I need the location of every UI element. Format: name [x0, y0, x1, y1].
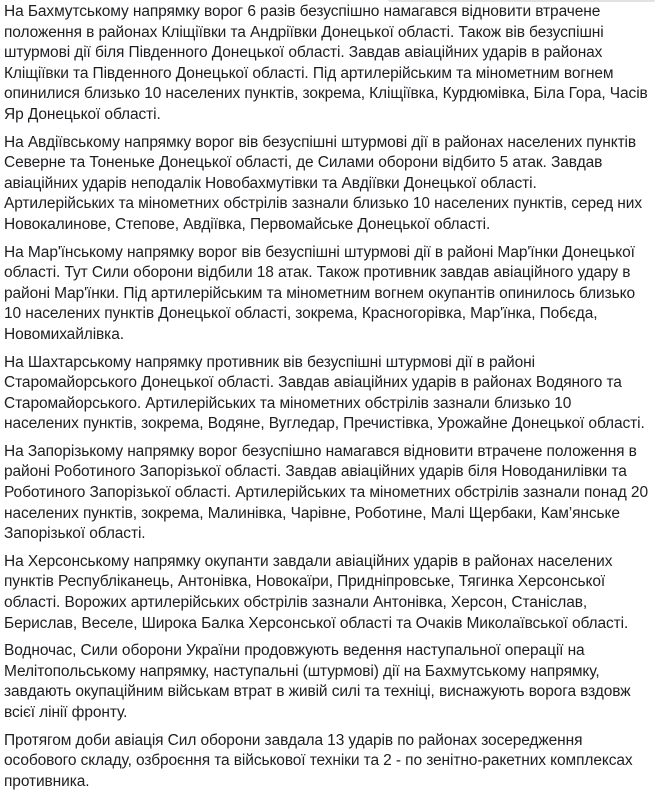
report-paragraph-bakhmut: На Бахмутському напрямку ворог 6 разів безуспішно намагався відновити втрачене положення в районах Кліщіївки та Андріївки Донецької області. Також вів безуспішні штурмові дії біля Південного Донецької області. Завдав авіаційних ударів в районах Кліщіївки та Південного Донецької області. Під артилерійським та мінометним вогнем опинилися близько 10 населених пунктів, зокрема, Кліщіївка, Курдюмівка, Біла Гора, Часів Яр Донецької області.: [4, 3, 648, 123]
report-paragraph-avdiivka: На Авдіївському напрямку ворог вів безуспішні штурмові дії в районах населених пунктів Северне та Тоненьке Донецької області, де Силами оборони відбито 5 атак. Завдав авіаційних ударів неподалік Новобахмутівки та Авдіївки Донецької області. Артилерійських та мінометних обстрілів зазнали близько 10 населених пунктів, серед них Новокалинове, Степове, Авдіївка, Первомайське Донецької області.: [4, 133, 642, 233]
report-paragraph-defense-operations: Водночас, Сили оборони України продовжують ведення наступальної операції на Мелітопольському напрямку, наступальні (штурмові) дії на Бахмутському напрямку, завдають окупаційним військам втрат в живій силі та техніці, виснажують ворога вздовж всієї лінії фронту.: [4, 642, 631, 721]
report-paragraph-marinka: На Мар'їнському напрямку ворог вів безуспішні штурмові дії в районі Мар'їнки Донецької області. Тут Сили оборони відбили 18 атак. Також противник завдав авіаційного удару в районі Мар'їнки. Під артилерійським та мінометним вогнем окупантів опинилось близько 10 населених пунктів Донецької області, зокрема, Красногорівка, Мар'їнка, Побєда, Новомихайлівка.: [4, 243, 635, 343]
report-paragraph-aviation-strikes: Протягом доби авіація Сил оборони завдала 13 ударів по районах зосередження особового складу, озброєння та військової техніки та 2 - по зенітно-ракетних комплексах противника.: [4, 731, 633, 790]
report-paragraph-shakhtarsk: На Шахтарському напрямку противник вів безуспішні штурмові дії в районі Старомайорського Донецької області. Завдав авіаційних ударів в районах Водяного та Старомайорського. Артилерійських та мінометних обстрілів зазнали близько 10 населених пунктів, зокрема, Водяне, Вугледар, Пречистівка, Урожайне Донецької області.: [4, 353, 645, 433]
cropped-element-edge: [388, 0, 655, 2]
report-paragraph-kherson: На Херсонському напрямку окупанти завдали авіаційних ударів в районах населених пунктів Республіканець, Антонівка, Новокаїри, Придніпровське, Тягинка Херсонської області. Ворожих артилерійських обстрілів зазнали Антонівка, Херсон, Станіслав, Берислав, Веселе, Широка Балка Херсонської області та Очаків Миколаївської області.: [4, 552, 629, 632]
report-paragraph-zaporizhzhia: На Запорізькому напрямку ворог безуспішно намагався відновити втрачене положення в районі Роботиного Запорізької області. Завдав авіаційних ударів біля Новоданилівки та Роботиного Запорізької області. Артилерійських та мінометних обстрілів зазнали понад 20 населених пунктів, зокрема, Малинівка, Чарівне, Роботине, Малі Щербаки, Кам’янське Запорізької області.: [4, 442, 648, 543]
